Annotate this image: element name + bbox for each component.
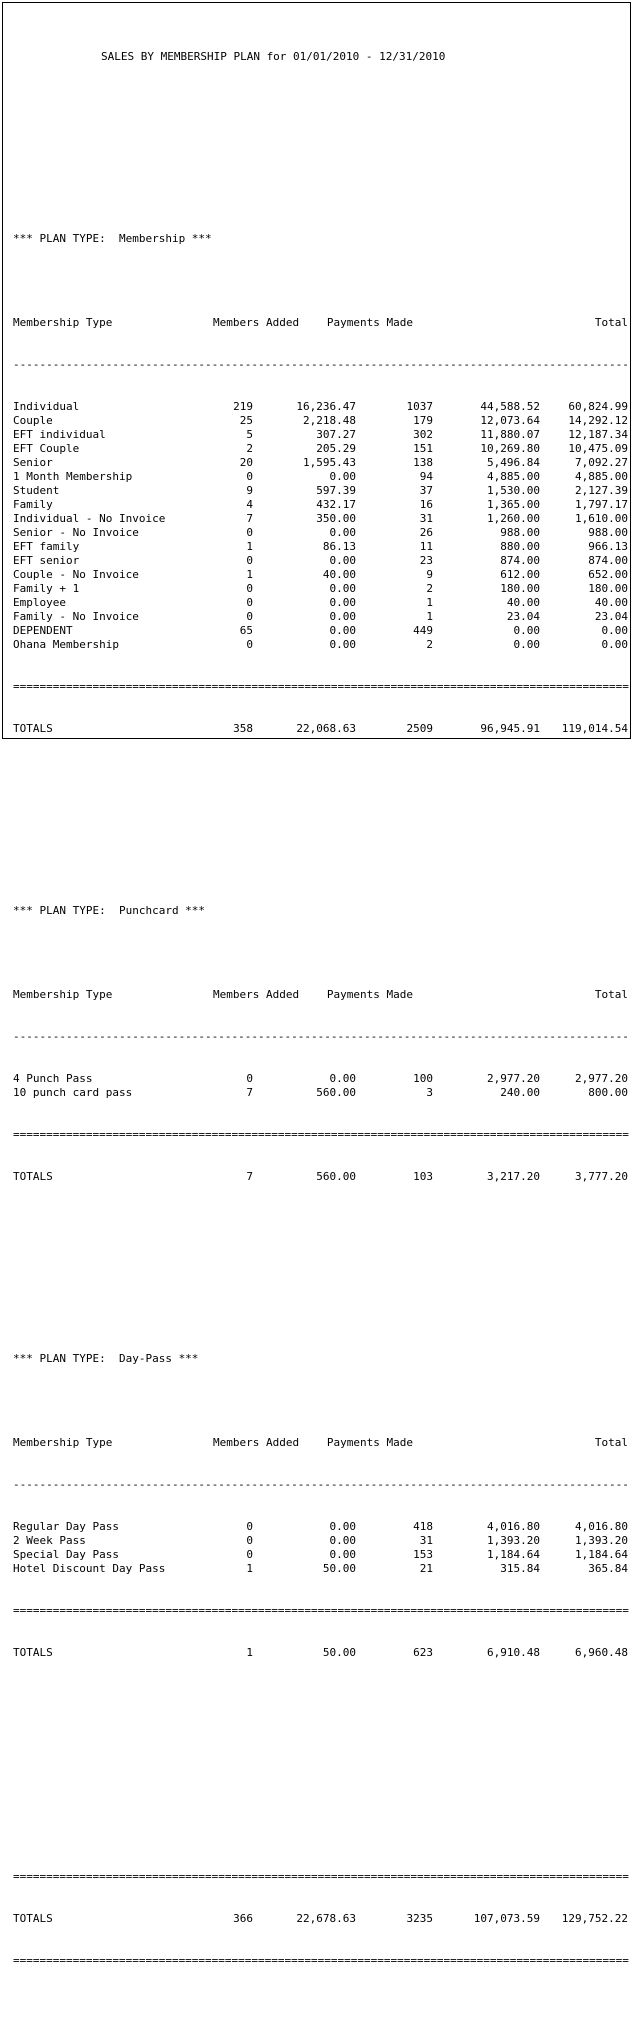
cell-members-added-amount: 2,218.48 xyxy=(303,414,356,427)
cell-members-added-amount: 0.00 xyxy=(329,582,356,595)
cell-payments-made-count: 21 xyxy=(419,1562,433,1575)
cell-payments-made-count: 1 xyxy=(426,596,433,609)
blank-line xyxy=(13,806,630,820)
totals-members-added-amount: 560.00 xyxy=(316,1170,356,1183)
blank-line xyxy=(13,1254,630,1268)
cell-payments-made-amount: 2,977.20 xyxy=(487,1072,540,1085)
cell-total: 4,885.00 xyxy=(575,470,628,483)
table-row xyxy=(13,1562,630,1576)
grand-payments-made-count: 3235 xyxy=(406,1912,433,1925)
cell-members-added-count: 25 xyxy=(239,414,253,427)
cell-members-added-amount: 0.00 xyxy=(329,1072,356,1085)
cell-payments-made-count: 31 xyxy=(419,512,433,525)
cell-total: 60,824.99 xyxy=(568,400,628,413)
cell-members-added-amount: 0.00 xyxy=(329,1534,356,1547)
table-row xyxy=(13,428,630,442)
cell-members-added-amount: 350.00 xyxy=(316,512,356,525)
section-membership xyxy=(13,204,630,764)
table-row xyxy=(13,1548,630,1562)
cell-total: 0.00 xyxy=(601,624,628,637)
cell-membership-type: Employee xyxy=(13,596,66,609)
cell-payments-made-count: 100 xyxy=(413,1072,433,1085)
cell-payments-made-amount: 315.84 xyxy=(500,1562,540,1575)
cell-members-added-count: 4 xyxy=(246,498,253,511)
cell-payments-made-amount: 23.04 xyxy=(506,610,540,623)
table-row xyxy=(13,1534,630,1548)
dashed-rule: --------------------------------------------------------------------------------------------- xyxy=(13,1478,629,1491)
totals-payments-made-amount: 3,217.20 xyxy=(487,1170,540,1183)
cell-members-added-count: 0 xyxy=(246,610,253,623)
cell-total: 1,610.00 xyxy=(575,512,628,525)
section-heading: *** PLAN TYPE: Membership *** xyxy=(13,232,212,245)
table-row xyxy=(13,1072,630,1086)
section-day-pass xyxy=(13,1324,630,1688)
totals-payments-made-count: 623 xyxy=(413,1646,433,1659)
cell-members-added-count: 1 xyxy=(246,540,253,553)
table-row xyxy=(13,470,630,484)
cell-members-added-count: 2 xyxy=(246,442,253,455)
cell-members-added-count: 1 xyxy=(246,568,253,581)
cell-payments-made-count: 16 xyxy=(419,498,433,511)
cell-payments-made-count: 9 xyxy=(426,568,433,581)
totals-payments-made-count: 2509 xyxy=(406,722,433,735)
cell-members-added-amount: 0.00 xyxy=(329,638,356,651)
cell-membership-type: Student xyxy=(13,484,60,497)
table-row xyxy=(13,610,630,624)
column-header-total: Total xyxy=(594,1436,628,1449)
table-row xyxy=(13,582,630,596)
cell-payments-made-count: 151 xyxy=(413,442,433,455)
blank-line xyxy=(13,92,630,106)
column-header-members-added: Members Added xyxy=(213,988,300,1001)
cell-members-added-amount: 0.00 xyxy=(329,596,356,609)
column-header-membership-type: Membership Type xyxy=(13,988,113,1001)
cell-payments-made-amount: 1,365.00 xyxy=(487,498,540,511)
cell-total: 7,092.27 xyxy=(575,456,628,469)
cell-membership-type: 1 Month Membership xyxy=(13,470,133,483)
double-rule: ============================================================================================= xyxy=(13,1870,629,1883)
cell-total: 365.84 xyxy=(588,1562,628,1575)
cell-membership-type: EFT individual xyxy=(13,428,106,441)
cell-total: 40.00 xyxy=(594,596,628,609)
totals-total: 6,960.48 xyxy=(575,1646,628,1659)
cell-payments-made-amount: 180.00 xyxy=(500,582,540,595)
table-row xyxy=(13,554,630,568)
table-row xyxy=(13,512,630,526)
cell-membership-type: EFT senior xyxy=(13,554,80,567)
cell-members-added-amount: 597.39 xyxy=(316,484,356,497)
cell-members-added-count: 0 xyxy=(246,596,253,609)
blank-line xyxy=(13,1394,630,1408)
cell-total: 0.00 xyxy=(601,638,628,651)
cell-total: 180.00 xyxy=(588,582,628,595)
column-header-payments-made: Payments Made xyxy=(326,1436,413,1449)
cell-payments-made-count: 302 xyxy=(413,428,433,441)
cell-payments-made-amount: 44,588.52 xyxy=(480,400,540,413)
cell-payments-made-amount: 1,260.00 xyxy=(487,512,540,525)
cell-members-added-amount: 560.00 xyxy=(316,1086,356,1099)
grand-totals-row xyxy=(13,1912,630,1926)
section-totals-row xyxy=(13,722,630,736)
cell-payments-made-amount: 988.00 xyxy=(500,526,540,539)
cell-payments-made-count: 1037 xyxy=(406,400,433,413)
cell-membership-type: Family + 1 xyxy=(13,582,80,595)
cell-payments-made-count: 37 xyxy=(419,484,433,497)
cell-membership-type: EFT Couple xyxy=(13,442,80,455)
table-row xyxy=(13,484,630,498)
cell-members-added-amount: 0.00 xyxy=(329,470,356,483)
double-rule: ============================================================================================= xyxy=(13,1128,629,1141)
dashed-rule: --------------------------------------------------------------------------------------------- xyxy=(13,1030,629,1043)
cell-payments-made-amount: 5,496.84 xyxy=(487,456,540,469)
cell-total: 1,797.17 xyxy=(575,498,628,511)
cell-members-added-count: 0 xyxy=(246,638,253,651)
section-totals-row xyxy=(13,1170,630,1184)
cell-members-added-count: 5 xyxy=(246,428,253,441)
table-row xyxy=(13,456,630,470)
totals-label: TOTALS xyxy=(13,1912,53,1925)
cell-members-added-count: 7 xyxy=(246,1086,253,1099)
blank-line xyxy=(13,1730,630,1744)
cell-members-added-count: 0 xyxy=(246,1534,253,1547)
cell-payments-made-count: 138 xyxy=(413,456,433,469)
report-title: SALES BY MEMBERSHIP PLAN for 01/01/2010 - 12/31/2010 xyxy=(101,50,446,63)
table-row xyxy=(13,1520,630,1534)
cell-total: 1,393.20 xyxy=(575,1534,628,1547)
cell-payments-made-amount: 12,073.64 xyxy=(480,414,540,427)
table-row xyxy=(13,526,630,540)
cell-total: 2,127.39 xyxy=(575,484,628,497)
table-row xyxy=(13,596,630,610)
dashed-rule: --------------------------------------------------------------------------------------------- xyxy=(13,358,629,371)
cell-members-added-amount: 0.00 xyxy=(329,526,356,539)
cell-members-added-amount: 0.00 xyxy=(329,554,356,567)
totals-members-added-amount: 50.00 xyxy=(322,1646,356,1659)
cell-membership-type: Couple xyxy=(13,414,53,427)
cell-members-added-count: 0 xyxy=(246,554,253,567)
cell-membership-type: Regular Day Pass xyxy=(13,1520,119,1533)
column-header-total: Total xyxy=(594,316,628,329)
cell-payments-made-amount: 0.00 xyxy=(513,638,540,651)
table-row xyxy=(13,624,630,638)
column-header-payments-made: Payments Made xyxy=(326,316,413,329)
totals-members-added-count: 1 xyxy=(246,1646,253,1659)
cell-members-added-count: 219 xyxy=(233,400,253,413)
cell-payments-made-count: 449 xyxy=(413,624,433,637)
cell-members-added-count: 65 xyxy=(239,624,253,637)
cell-membership-type: 4 Punch Pass xyxy=(13,1072,93,1085)
cell-membership-type: DEPENDENT xyxy=(13,624,73,637)
totals-members-added-count: 358 xyxy=(233,722,253,735)
cell-payments-made-amount: 4,885.00 xyxy=(487,470,540,483)
cell-payments-made-count: 31 xyxy=(419,1534,433,1547)
grand-total: 129,752.22 xyxy=(561,1912,628,1925)
blank-line xyxy=(13,274,630,288)
cell-payments-made-amount: 612.00 xyxy=(500,568,540,581)
cell-total: 4,016.80 xyxy=(575,1520,628,1533)
cell-total: 1,184.64 xyxy=(575,1548,628,1561)
cell-payments-made-amount: 1,530.00 xyxy=(487,484,540,497)
cell-payments-made-count: 2 xyxy=(426,638,433,651)
cell-payments-made-amount: 11,880.07 xyxy=(480,428,540,441)
cell-payments-made-amount: 880.00 xyxy=(500,540,540,553)
cell-members-added-amount: 50.00 xyxy=(322,1562,356,1575)
cell-payments-made-amount: 1,184.64 xyxy=(487,1548,540,1561)
cell-members-added-count: 0 xyxy=(246,1520,253,1533)
cell-members-added-amount: 432.17 xyxy=(316,498,356,511)
cell-membership-type: Individual - No Invoice xyxy=(13,512,166,525)
cell-membership-type: 2 Week Pass xyxy=(13,1534,86,1547)
cell-members-added-amount: 0.00 xyxy=(329,1548,356,1561)
cell-members-added-amount: 0.00 xyxy=(329,610,356,623)
cell-membership-type: Couple - No Invoice xyxy=(13,568,139,581)
cell-payments-made-amount: 0.00 xyxy=(513,624,540,637)
section-punchcard xyxy=(13,876,630,1212)
cell-membership-type: Family - No Invoice xyxy=(13,610,139,623)
cell-payments-made-count: 179 xyxy=(413,414,433,427)
cell-members-added-amount: 1,595.43 xyxy=(303,456,356,469)
cell-payments-made-count: 11 xyxy=(419,540,433,553)
grand-members-added-amount: 22,678.63 xyxy=(296,1912,356,1925)
cell-members-added-count: 9 xyxy=(246,484,253,497)
cell-total: 23.04 xyxy=(594,610,628,623)
cell-total: 800.00 xyxy=(588,1086,628,1099)
cell-total: 966.13 xyxy=(588,540,628,553)
totals-members-added-amount: 22,068.63 xyxy=(296,722,356,735)
totals-total: 119,014.54 xyxy=(561,722,628,735)
cell-members-added-amount: 40.00 xyxy=(322,568,356,581)
column-header-membership-type: Membership Type xyxy=(13,1436,113,1449)
cell-members-added-amount: 307.27 xyxy=(316,428,356,441)
cell-membership-type: 10 punch card pass xyxy=(13,1086,133,1099)
table-row xyxy=(13,568,630,582)
cell-payments-made-count: 1 xyxy=(426,610,433,623)
cell-members-added-count: 0 xyxy=(246,1548,253,1561)
cell-members-added-count: 20 xyxy=(239,456,253,469)
grand-totals-block xyxy=(13,1842,630,1996)
grand-payments-made-amount: 107,073.59 xyxy=(473,1912,540,1925)
section-heading: *** PLAN TYPE: Punchcard *** xyxy=(13,904,206,917)
cell-total: 988.00 xyxy=(588,526,628,539)
cell-payments-made-count: 26 xyxy=(419,526,433,539)
totals-total: 3,777.20 xyxy=(575,1170,628,1183)
table-row xyxy=(13,442,630,456)
table-header-row xyxy=(13,316,630,330)
section-heading: *** PLAN TYPE: Day-Pass *** xyxy=(13,1352,199,1365)
cell-members-added-amount: 205.29 xyxy=(316,442,356,455)
blank-line xyxy=(13,134,630,148)
table-row xyxy=(13,400,630,414)
cell-total: 2,977.20 xyxy=(575,1072,628,1085)
cell-membership-type: Special Day Pass xyxy=(13,1548,119,1561)
table-row xyxy=(13,638,630,652)
cell-payments-made-count: 153 xyxy=(413,1548,433,1561)
totals-label: TOTALS xyxy=(13,1170,53,1183)
table-header-row xyxy=(13,1436,630,1450)
cell-members-added-count: 0 xyxy=(246,1072,253,1085)
totals-payments-made-amount: 6,910.48 xyxy=(487,1646,540,1659)
cell-membership-type: Individual xyxy=(13,400,80,413)
cell-total: 652.00 xyxy=(588,568,628,581)
report-frame xyxy=(2,2,631,1967)
column-header-members-added: Members Added xyxy=(213,1436,300,1449)
cell-members-added-count: 1 xyxy=(246,1562,253,1575)
cell-payments-made-count: 2 xyxy=(426,582,433,595)
cell-total: 10,475.09 xyxy=(568,442,628,455)
section-totals-row xyxy=(13,1646,630,1660)
table-row xyxy=(13,540,630,554)
cell-payments-made-amount: 40.00 xyxy=(506,596,540,609)
grand-members-added-count: 366 xyxy=(233,1912,253,1925)
cell-membership-type: Family xyxy=(13,498,53,511)
cell-total: 874.00 xyxy=(588,554,628,567)
table-header-row xyxy=(13,988,630,1002)
cell-membership-type: EFT family xyxy=(13,540,80,553)
cell-membership-type: Senior xyxy=(13,456,53,469)
table-row xyxy=(13,1086,630,1100)
cell-payments-made-amount: 874.00 xyxy=(500,554,540,567)
cell-payments-made-amount: 1,393.20 xyxy=(487,1534,540,1547)
totals-members-added-count: 7 xyxy=(246,1170,253,1183)
double-rule: ============================================================================================= xyxy=(13,680,629,693)
cell-members-added-amount: 0.00 xyxy=(329,624,356,637)
cell-membership-type: Senior - No Invoice xyxy=(13,526,139,539)
cell-members-added-count: 0 xyxy=(246,526,253,539)
cell-members-added-count: 0 xyxy=(246,470,253,483)
table-row xyxy=(13,498,630,512)
blank-line xyxy=(13,1772,630,1786)
cell-payments-made-amount: 10,269.80 xyxy=(480,442,540,455)
table-row xyxy=(13,414,630,428)
cell-membership-type: Ohana Membership xyxy=(13,638,119,651)
cell-members-added-count: 7 xyxy=(246,512,253,525)
double-rule: ============================================================================================= xyxy=(13,1604,629,1617)
cell-total: 12,187.34 xyxy=(568,428,628,441)
cell-members-added-amount: 0.00 xyxy=(329,1520,356,1533)
cell-members-added-count: 0 xyxy=(246,582,253,595)
totals-label: TOTALS xyxy=(13,722,53,735)
totals-payments-made-amount: 96,945.91 xyxy=(480,722,540,735)
cell-payments-made-count: 418 xyxy=(413,1520,433,1533)
cell-payments-made-count: 3 xyxy=(426,1086,433,1099)
cell-membership-type: Hotel Discount Day Pass xyxy=(13,1562,166,1575)
column-header-membership-type: Membership Type xyxy=(13,316,113,329)
double-rule: ============================================================================================= xyxy=(13,1954,629,1967)
cell-members-added-amount: 16,236.47 xyxy=(296,400,356,413)
cell-payments-made-amount: 240.00 xyxy=(500,1086,540,1099)
column-header-members-added: Members Added xyxy=(213,316,300,329)
cell-payments-made-count: 23 xyxy=(419,554,433,567)
column-header-payments-made: Payments Made xyxy=(326,988,413,1001)
column-header-total: Total xyxy=(594,988,628,1001)
cell-members-added-amount: 86.13 xyxy=(322,540,356,553)
cell-total: 14,292.12 xyxy=(568,414,628,427)
totals-payments-made-count: 103 xyxy=(413,1170,433,1183)
blank-line xyxy=(13,946,630,960)
cell-payments-made-amount: 4,016.80 xyxy=(487,1520,540,1533)
cell-payments-made-count: 94 xyxy=(419,470,433,483)
totals-label: TOTALS xyxy=(13,1646,53,1659)
